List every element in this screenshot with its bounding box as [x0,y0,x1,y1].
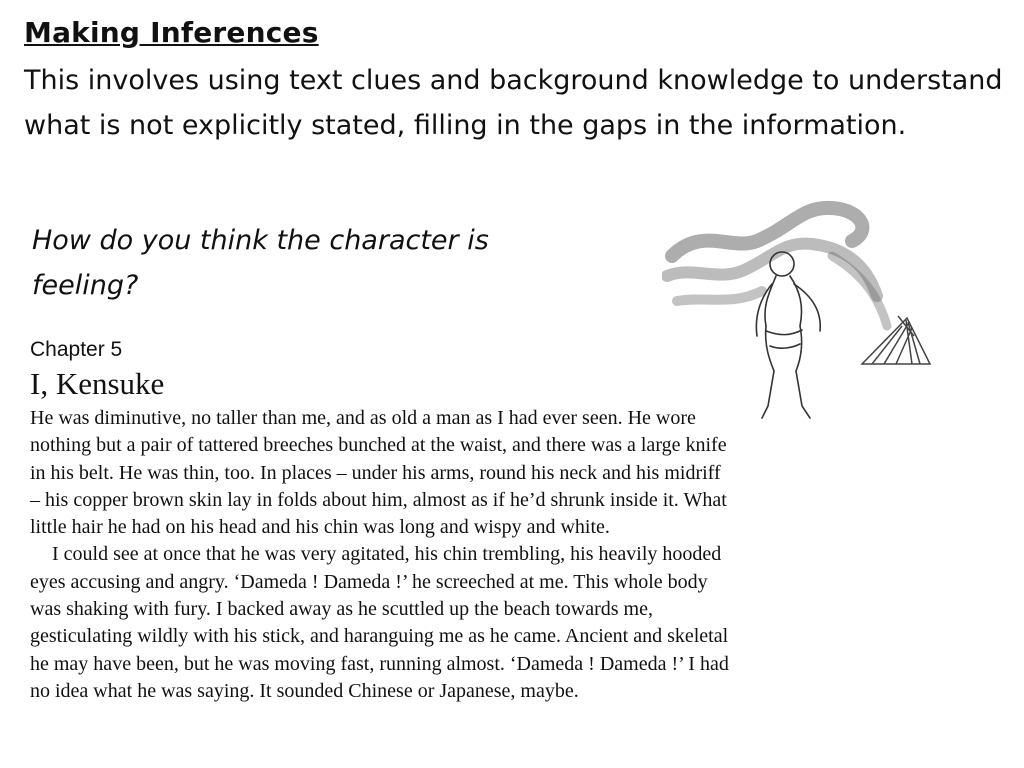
chapter-title: I, Kensuke [30,366,165,401]
excerpt-paragraph: He was diminutive, no taller than me, and as old a man as I had ever seen. He wore nothing but a pair of tattered breeches bunched at the waist, and there was a large knife in his belt. He was thin, too. In places – under his arms, round his neck and his midriff – his copper brown skin lay in folds about him, almost as if he’d shrunk inside it. What little hair he had on his head and his chin was long and wispy and white. [30,407,727,539]
question-text: How do you think the character is feeling? [32,225,489,301]
page-title: Making Inferences [24,16,319,49]
excerpt-body [30,405,730,705]
fire-icon [862,316,930,364]
smoke-icon [667,208,887,326]
definition-text: This involves using text clues and background knowledge to understand what is not explicitly stated, filling in the gaps in the information. [24,65,1003,141]
chapter-label: Chapter 5 [30,338,123,361]
old-man-figure [756,252,820,418]
book-excerpt [22,330,734,768]
excerpt-paragraph: I could see at once that he was very agitated, his chin trembling, his heavily hooded eyes accusing and angry. ‘Dameda ! Dameda !’ he screeched at me. This whole body was shaking with fury. I backed away as he scuttled up the beach towards me, gesticulating wildly with his stick, and haranguing me as he came. Ancient and skeletal he may have been, but he was moving fast, running almost. ‘Dameda ! Dameda !’ I had no idea what he was saying. It sounded Chinese or Japanese, maybe. [30,543,729,702]
